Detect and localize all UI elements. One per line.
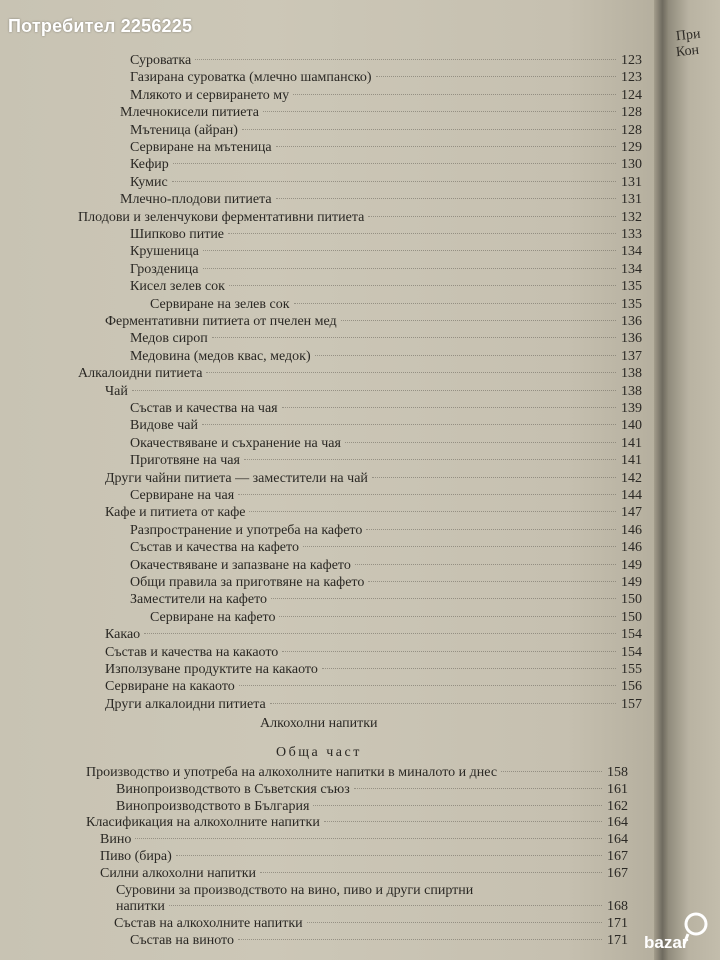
- toc-top-entry: [78, 209, 642, 227]
- toc-top-entry: [130, 156, 642, 174]
- toc-top-entry-page: 129: [621, 140, 642, 155]
- toc-top-entry: [130, 574, 642, 592]
- toc-bottom-entry-page: 167: [607, 849, 628, 864]
- leader-dots: [173, 163, 616, 164]
- toc-top-entry-title: Сервиране на мътеница: [130, 140, 272, 155]
- toc-top-entry: [105, 470, 642, 488]
- leader-dots: [313, 805, 602, 806]
- toc-top-entry-title: Общи правила за приготвяне на кафето: [130, 575, 365, 590]
- toc-top-entry: [105, 313, 642, 331]
- toc-top-entry-page: 133: [621, 227, 642, 242]
- leader-dots: [341, 320, 616, 321]
- toc-top-entry-page: 124: [621, 87, 642, 103]
- toc-top-entry-page: 137: [621, 348, 642, 364]
- toc-top-entry-page: 157: [621, 696, 642, 712]
- toc-top-entry: [130, 539, 642, 557]
- leader-dots: [354, 788, 602, 789]
- toc-top-entry: [130, 330, 642, 348]
- toc-top-entry-title: Кумис: [130, 174, 168, 190]
- toc-top-entry-title: Медов сироп: [130, 331, 208, 347]
- toc-top-entry-page: 135: [621, 296, 642, 312]
- toc-top-entry-title: Окачествяване и съхранение на чая: [130, 435, 341, 451]
- leader-dots: [345, 442, 616, 443]
- toc-bottom-entry-page: 164: [607, 815, 628, 831]
- toc-top-entry: [130, 348, 642, 366]
- toc-top-entry-title: Мътеница (айран): [130, 122, 238, 138]
- toc-top-entry: [150, 609, 642, 627]
- toc-top-entry-page: 150: [621, 592, 642, 608]
- leader-dots: [294, 303, 616, 304]
- toc-top-entry: [105, 678, 642, 696]
- toc-top-entry: [130, 435, 642, 453]
- toc-top-entry-page: 149: [621, 575, 642, 590]
- toc-top-entry: [130, 487, 642, 505]
- leader-dots: [271, 598, 616, 599]
- toc-top-entry-page: 154: [621, 627, 642, 643]
- leader-dots: [270, 703, 616, 704]
- leader-dots: [376, 76, 616, 77]
- toc-bottom-entry-title: напитки: [116, 899, 165, 915]
- toc-top-entry: [130, 87, 642, 105]
- toc-bottom-entry-page: 167: [607, 865, 628, 881]
- leader-dots: [282, 407, 616, 408]
- toc-top-entry-title: Медовина (медов квас, медок): [130, 348, 311, 364]
- toc-top-entry-page: 132: [621, 209, 642, 225]
- toc-top-entry: [105, 626, 642, 644]
- leader-dots: [263, 111, 616, 112]
- toc-bottom-entry-title: Винопроизводството в Съветския съюз: [116, 781, 350, 797]
- leader-dots: [212, 337, 616, 338]
- toc-top-entry: [105, 661, 642, 679]
- logo-text: bazar: [644, 933, 689, 952]
- toc-top-entry-page: 144: [621, 488, 642, 503]
- toc-top-entry-page: 134: [621, 261, 642, 277]
- toc-top-entry: [130, 417, 642, 435]
- toc-top-entry-page: 146: [621, 540, 642, 556]
- toc-top-entry-page: 135: [621, 279, 642, 295]
- toc-top-entry-page: 136: [621, 331, 642, 347]
- toc-bottom-entry-title: Пиво (бира): [100, 849, 172, 864]
- toc-top-entry-title: Кафе и питиета от кафе: [105, 505, 246, 521]
- leader-dots: [132, 390, 616, 391]
- leader-dots: [229, 285, 616, 286]
- toc-top-entry: [130, 591, 642, 609]
- leader-dots: [249, 511, 616, 512]
- toc-top-entry: [130, 52, 642, 70]
- toc-top-entry: [130, 122, 642, 140]
- toc-top-entry-page: 131: [621, 192, 642, 208]
- toc-bottom-entry-title: Състав на виното: [130, 933, 234, 948]
- toc-top-entry-page: 156: [621, 679, 642, 695]
- toc-top-entry-page: 141: [621, 453, 642, 469]
- leader-dots: [238, 939, 602, 940]
- leader-dots: [206, 372, 616, 373]
- toc-bottom-entry-title: Производство и употреба на алкохолните напитки в миналото и днес: [86, 765, 498, 780]
- leader-dots: [368, 581, 616, 582]
- toc-top-entry: [130, 69, 642, 87]
- toc-top-entry-title: Крушеница: [130, 244, 199, 260]
- toc-top-entry-title: Други алкалоидни питиета: [105, 696, 266, 712]
- toc-top-entry: [78, 365, 642, 383]
- toc-top-entry-title: Плодови и зеленчукови ферментативни питиета: [78, 209, 365, 225]
- toc-top-entry: [130, 243, 642, 261]
- toc-top-entry: [130, 400, 642, 418]
- toc-top-entry-title: Млечнокисели питиета: [120, 105, 260, 121]
- leader-dots: [368, 216, 616, 217]
- leader-dots: [242, 129, 616, 130]
- toc-top-entry: [130, 226, 642, 244]
- toc-top-entry: [130, 261, 642, 279]
- leader-dots: [279, 616, 616, 617]
- leader-dots: [172, 181, 616, 182]
- toc-top-entry-title: Шипково питие: [130, 227, 225, 242]
- leader-dots: [293, 94, 616, 95]
- toc-top-entry-page: 136: [621, 314, 642, 329]
- toc-bottom-entry-title: Вино: [100, 832, 132, 848]
- leader-dots: [203, 250, 616, 251]
- leader-dots: [244, 459, 616, 460]
- toc-top-entry-title: Кисел зелев сок: [130, 279, 225, 295]
- toc-top-entry-page: 147: [621, 505, 642, 521]
- toc-top-entry-title: Алкалоидни питиета: [78, 366, 203, 382]
- toc-top-entry: [130, 174, 642, 192]
- toc-top-entry-page: 154: [621, 644, 642, 660]
- toc-top-entry-page: 128: [621, 105, 642, 121]
- toc-top-entry-title: Използуване продуктите на какаото: [105, 662, 318, 677]
- next-page-fragment: Кон: [675, 42, 700, 61]
- toc-top-entry-title: Състав и качества на чая: [130, 401, 278, 416]
- leader-dots: [366, 529, 616, 530]
- toc-top-entry-title: Състав и качества на кафето: [130, 540, 299, 556]
- toc-top-entry: [120, 191, 642, 209]
- toc-top-entry-page: 141: [621, 435, 642, 451]
- leader-dots: [135, 838, 602, 839]
- toc-top-entry-title: Кефир: [130, 157, 169, 173]
- leader-dots: [239, 685, 616, 686]
- toc-top-entry-page: 130: [621, 157, 642, 173]
- toc-top-entry: [150, 296, 642, 314]
- toc-top-entry-page: 131: [621, 174, 642, 190]
- user-watermark: Потребител 2256225: [8, 16, 193, 36]
- toc-top-entry: [130, 139, 642, 157]
- toc-top-entry-title: Газирана суроватка (млечно шампанско): [130, 70, 372, 86]
- toc-top-entry-page: 139: [621, 401, 642, 416]
- toc-top-entry-title: Приготвяне на чая: [130, 453, 240, 469]
- leader-dots: [176, 855, 602, 856]
- toc-top-entry-title: Какао: [105, 627, 141, 643]
- toc-bottom-entry-page: 171: [607, 916, 628, 932]
- toc-bottom-entry: [114, 915, 628, 933]
- toc-bottom-entry: [100, 848, 628, 866]
- toc-bottom-entry-title: Състав на алкохолните напитки: [114, 916, 303, 932]
- toc-bottom-entry: [86, 764, 628, 782]
- toc-bottom-entry-page: 158: [607, 765, 628, 780]
- leader-dots: [303, 546, 616, 547]
- leader-dots: [202, 424, 616, 425]
- toc-top-entry-page: 155: [621, 662, 642, 677]
- toc-top-entry: [130, 278, 642, 296]
- next-page-fragment: При: [675, 26, 702, 45]
- toc-bottom-entry-page: 161: [607, 781, 628, 797]
- toc-top-entry-title: Суроватка: [130, 53, 192, 68]
- toc-top-entry: [120, 104, 642, 122]
- toc-top-entry-page: 128: [621, 122, 642, 138]
- leader-dots: [144, 633, 616, 634]
- leader-dots: [276, 198, 616, 199]
- toc-top-entry-page: 134: [621, 244, 642, 260]
- toc-bottom-entry-title: Класификация на алкохолните напитки: [86, 815, 320, 831]
- toc-top-entry-title: Сервиране на кафето: [150, 609, 276, 625]
- toc-top-entry-page: 140: [621, 418, 642, 434]
- toc-top-entry-title: Заместители на кафето: [130, 592, 268, 608]
- toc-bottom-entry-title: Силни алкохолни напитки: [100, 865, 257, 881]
- toc-bottom-entry: [130, 932, 628, 950]
- toc-bottom-entry: [116, 882, 628, 900]
- toc-bottom-entry-page: 164: [607, 832, 628, 848]
- toc-bottom-entry-title: Винопроизводството в България: [116, 798, 310, 814]
- toc-top-entry: [105, 504, 642, 522]
- toc-bottom-entry: [116, 898, 628, 916]
- bazar-logo-icon: [640, 908, 716, 954]
- toc-bottom-entry: [100, 831, 628, 849]
- leader-dots: [276, 146, 616, 147]
- toc-bottom-entry-page: 162: [607, 798, 628, 814]
- leader-dots: [260, 872, 602, 873]
- leader-dots: [315, 355, 616, 356]
- toc-top-entry: [105, 644, 642, 662]
- toc-top-entry-page: 138: [621, 383, 642, 399]
- leader-dots: [372, 477, 616, 478]
- toc-top-entry-title: Видове чай: [130, 418, 198, 434]
- toc-bottom-entry-title: Суровини за производството на вино, пиво и други спиртни: [116, 882, 474, 898]
- toc-top-entry-page: 149: [621, 557, 642, 573]
- toc-top-entry-title: Млечно-плодови питиета: [120, 192, 272, 208]
- toc-top-entry-title: Разпространение и употреба на кафето: [130, 522, 363, 538]
- toc-top-entry-title: Окачествяване и запазване на кафето: [130, 557, 351, 573]
- next-page-edge: [668, 0, 720, 960]
- toc-bottom-entry-page: 171: [607, 933, 628, 948]
- leader-dots: [228, 233, 616, 234]
- toc-top-entry-title: Ферментативни питиета от пчелен мед: [105, 314, 337, 329]
- leader-dots: [307, 922, 602, 923]
- toc-top-entry-page: 123: [621, 53, 642, 68]
- toc-bottom-entry: [116, 798, 628, 816]
- section-heading: Алкохолни напитки: [260, 716, 378, 731]
- toc-top-entry-page: 150: [621, 609, 642, 625]
- leader-dots: [195, 59, 616, 60]
- toc-top-entry: [105, 696, 642, 714]
- toc-top-entry: [130, 557, 642, 575]
- leader-dots: [322, 668, 616, 669]
- leader-dots: [355, 564, 616, 565]
- leader-dots: [203, 268, 616, 269]
- leader-dots: [282, 651, 616, 652]
- subsection-heading: Обща част: [276, 745, 362, 760]
- toc-bottom-entry: [100, 865, 628, 883]
- toc-bottom-entry: [116, 781, 628, 799]
- leader-dots: [169, 905, 602, 906]
- toc-top-entry-title: Сервиране на какаото: [105, 679, 235, 695]
- toc-top-entry-page: 138: [621, 366, 642, 382]
- toc-top-entry-title: Чай: [105, 383, 128, 399]
- toc-top-entry-title: Млякото и сервирането му: [130, 87, 290, 103]
- toc-top-entry-page: 123: [621, 70, 642, 86]
- toc-bottom-entry: [86, 814, 628, 832]
- toc-top-entry-title: Грозденица: [130, 261, 199, 277]
- toc-top-entry-title: Състав и качества на какаото: [105, 644, 279, 660]
- toc-top-entry-title: Други чайни питиета — заместители на чай: [105, 470, 368, 486]
- toc-top-entry-page: 146: [621, 522, 642, 538]
- toc-top-entry-title: Сервиране на чая: [130, 488, 235, 503]
- toc-top-entry-page: 142: [621, 470, 642, 486]
- leader-dots: [501, 771, 602, 772]
- toc-top-entry: [130, 452, 642, 470]
- book-gutter: [654, 0, 668, 960]
- toc-top-entry: [130, 522, 642, 540]
- toc-bottom-entry-page: 168: [607, 899, 628, 915]
- leader-dots: [324, 821, 602, 822]
- toc-top-entry: [105, 383, 642, 401]
- leader-dots: [238, 494, 616, 495]
- toc-top-entry-title: Сервиране на зелев сок: [150, 296, 290, 312]
